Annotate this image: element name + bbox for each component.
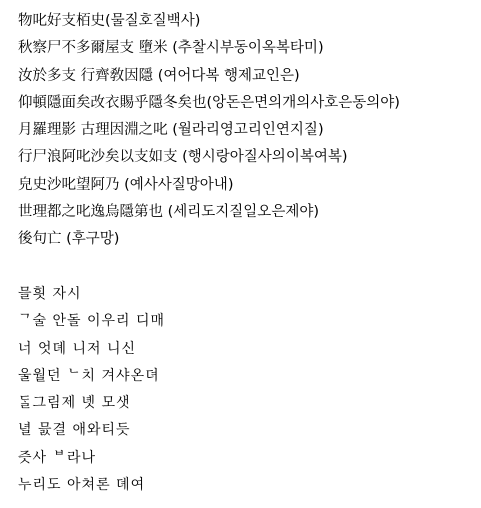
modern-line-8: 누리도 아쳐론 뎨여	[18, 477, 146, 494]
hyangchal-line-3: 汝於多支 行齊敎因隱 (여어다복 행제교인은)	[18, 67, 300, 84]
modern-line-2: ᄀ술 안돌 이우리 디매	[18, 313, 166, 330]
hyangchal-line-1: 物叱好支栢史(물질호질백사)	[18, 13, 201, 29]
modern-line-4: 울월던 ᄂ치 겨샤온뎌	[18, 367, 160, 384]
hyangchal-line-4: 仰頓隱面矣改衣賜乎隱冬矣也(앙돈은면의개의사호은동의야)	[18, 94, 400, 111]
modern-korean-section	[18, 281, 477, 499]
hyangchal-line-8: 世理都之叱逸烏隱第也 (세리도지질일오은제야)	[18, 204, 319, 221]
modern-line-1: 믈흿 자시	[18, 285, 82, 302]
hyangchal-line-6: 行尸浪阿叱沙矣以支如支 (행시랑아질사의이복여복)	[18, 149, 348, 166]
hyangchal-line-9: 後句亡 (후구망)	[18, 231, 120, 248]
hyangchal-line-5: 月羅理影 古理因淵之叱 (월라리영고리인연지질)	[18, 122, 324, 139]
document-body	[18, 8, 477, 499]
modern-line-7: 즛사 ᄇ라나	[18, 449, 97, 466]
blank-line	[18, 254, 477, 281]
modern-line-5: ᄃᆞᆯ그림제 녯 모샛	[18, 395, 131, 412]
hyangchal-section	[18, 8, 477, 254]
modern-line-3: 너 엇뎨 니저 니신	[18, 340, 137, 357]
modern-line-6: 녈 믌결 애와티듯	[18, 422, 131, 439]
hyangchal-line-2: 秋察尸不多爾屋支 墮米 (추찰시부동이옥복타미)	[18, 40, 324, 57]
hyangchal-line-7: 皃史沙叱望阿乃 (예사사질망아내)	[18, 176, 234, 193]
